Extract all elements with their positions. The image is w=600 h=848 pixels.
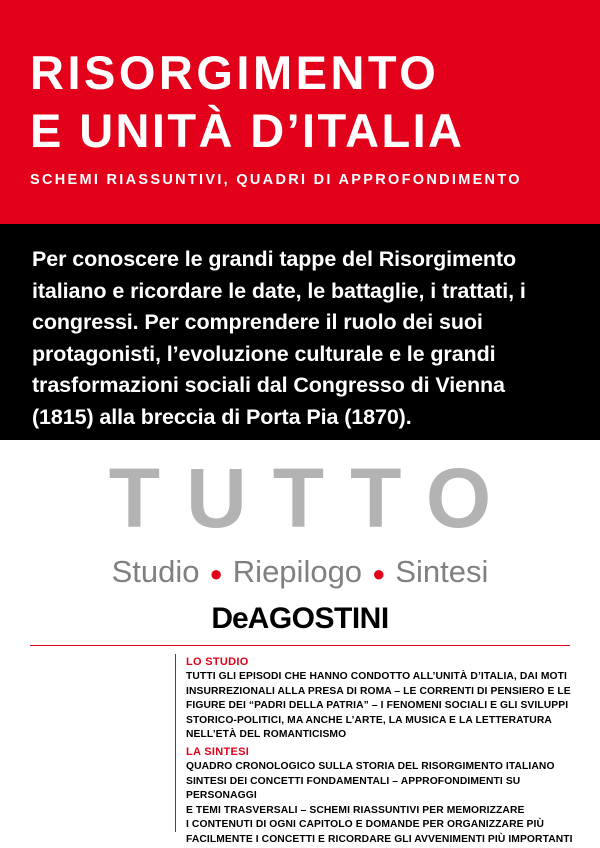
brand-area (0, 440, 600, 645)
section-lo-studio (186, 655, 576, 743)
section-line: INSURREZIONALI ALLA PRESA DI ROMA – LE CORRENTI DI PENSIERO E LE (186, 685, 571, 697)
separator-dot-icon-2: ● (372, 560, 386, 586)
intro-paragraph: Per conoscere le grandi tappe del Risorgimento italiano e ricordare le date, le battaglie, i trattati, i congressi. Per comprendere il ruolo dei suoi protagonisti, l’evoluzione culturale e le grandi trasformazioni sociali dal Congresso di Vienna (1815) alla breccia di Porta Pia (1870). (32, 247, 526, 429)
brand-keywords (0, 554, 600, 592)
watermark-tutto: TUTTO (108, 451, 518, 545)
horizontal-divider (30, 645, 570, 646)
section-line: I CONTENUTI DI OGNI CAPITOLO E DOMANDE PER ORGANIZZARE PIÙ (186, 819, 545, 831)
intro-band (0, 224, 600, 440)
section-line: SINTESI DEI CONCETTI FONDAMENTALI – APPROFONDIMENTI SU PERSONAGGI (186, 775, 521, 802)
section-body (186, 670, 576, 743)
section-line: TUTTI GLI EPISODI CHE HANNO CONDOTTO ALL’UNITÀ D’ITALIA, DAI MOTI (186, 671, 567, 682)
keyword-studio: Studio (111, 554, 200, 589)
publisher-logo-de: De (211, 602, 248, 635)
section-body (186, 760, 576, 848)
publisher-logo-agostini: AGOSTINI (247, 602, 389, 635)
vertical-divider (175, 654, 176, 832)
header-band (0, 0, 600, 224)
keyword-sintesi: Sintesi (395, 554, 489, 589)
sections-column (186, 655, 576, 848)
section-line: NELL’ETÀ DEL ROMANTICISMO (186, 729, 347, 741)
separator-dot-icon: ● (209, 560, 223, 586)
section-heading: LO STUDIO (186, 656, 249, 668)
section-la-sintesi (186, 745, 576, 848)
section-line: FACILMENTE I CONCETTI E RICORDARE GLI AVVENIMENTI PIÙ IMPORTANTI (186, 833, 573, 845)
section-line: FIGURE DEI “PADRI DELLA PATRIA” – I FENOMENI SOCIALI E GLI SVILUPPI (186, 700, 569, 712)
section-line: STORICO-POLITICI, MA ANCHE L’ARTE, LA MUSICA E LA LETTERATURA (186, 714, 552, 726)
section-line: E TEMI TRASVERSALI – SCHEMI RIASSUNTIVI PER MEMORIZZARE (186, 804, 525, 816)
cover-subtitle: SCHEMI RIASSUNTIVI, QUADRI DI APPROFONDIMENTO (30, 172, 522, 188)
bottom-section (0, 645, 600, 845)
cover-title-line-1: RISORGIMENTO (30, 46, 440, 99)
section-heading: LA SINTESI (186, 745, 250, 758)
publisher-logo (0, 602, 600, 636)
keyword-riepilogo: Riepilogo (232, 554, 363, 589)
section-line: QUADRO CRONOLOGICO SULLA STORIA DEL RISORGIMENTO ITALIANO (186, 760, 555, 772)
cover-title-line-2: E UNITÀ D’ITALIA (30, 104, 465, 157)
